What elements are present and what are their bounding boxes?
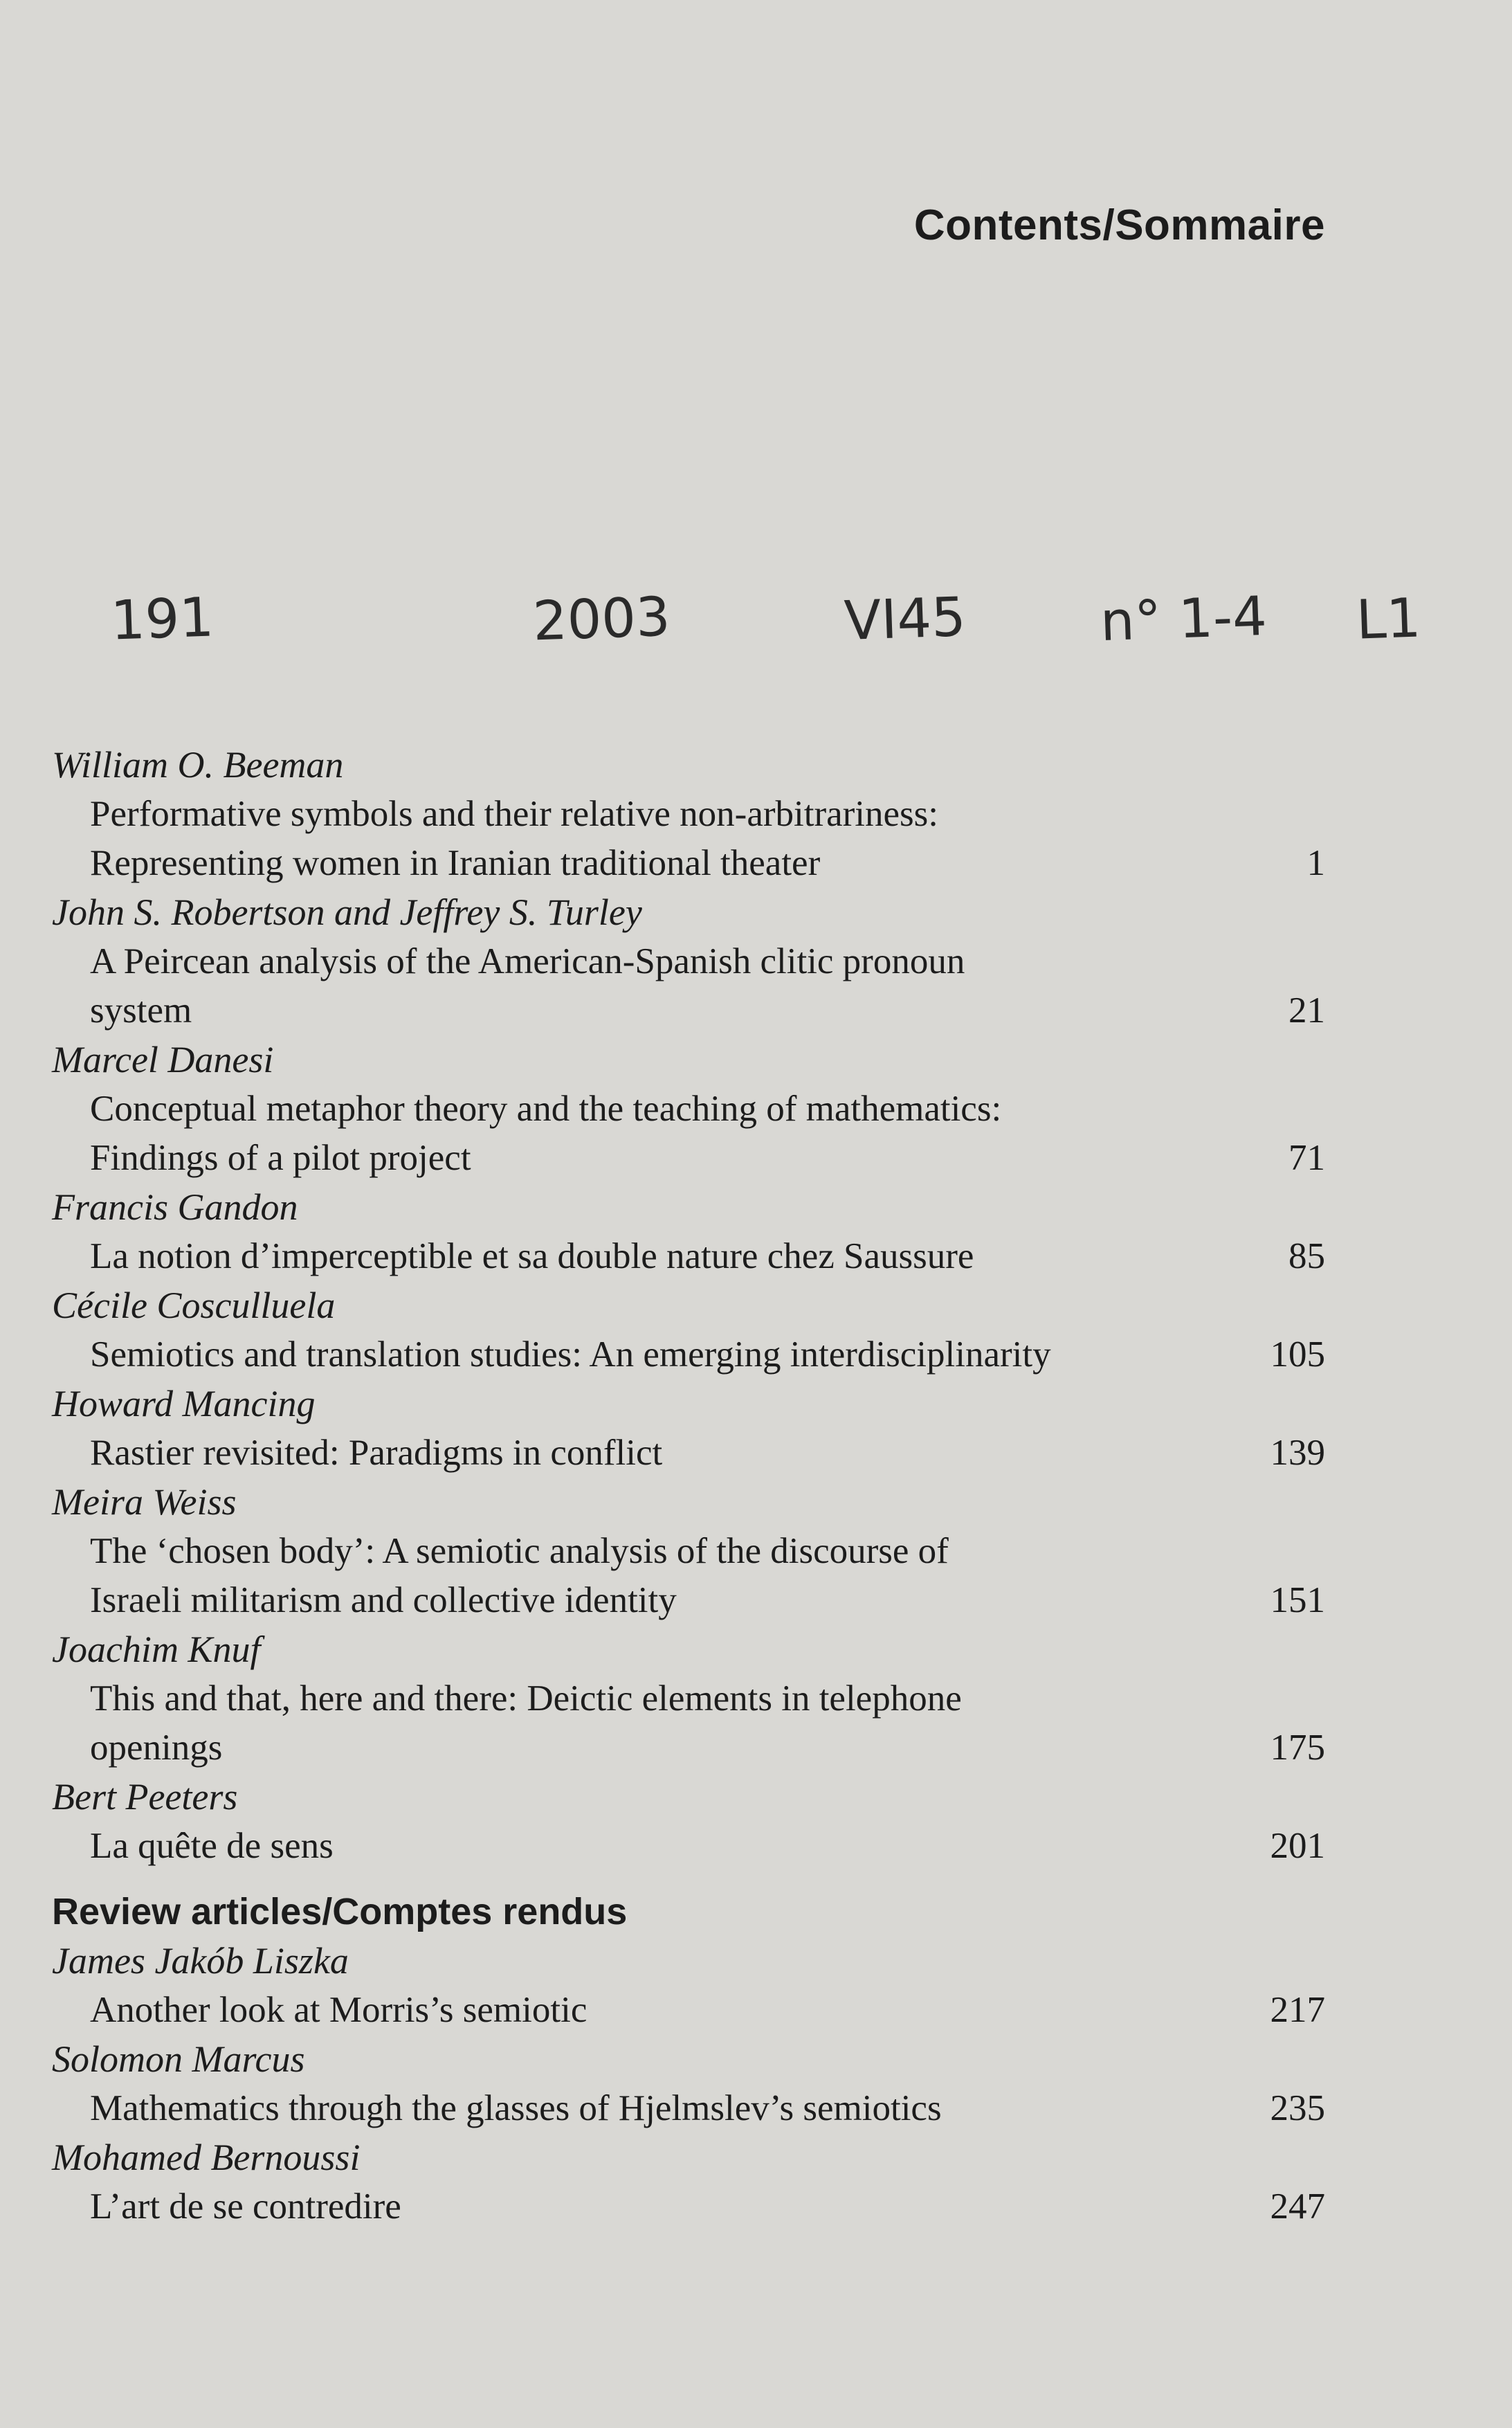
entry-title: Another look at Morris’s semiotic	[90, 1990, 588, 2030]
entry-page-number: 151	[1270, 1580, 1325, 1620]
entry-author: Mohamed Bernoussi	[52, 2137, 361, 2178]
entry-title-line	[52, 1527, 1325, 1576]
entry-title-line	[52, 839, 1325, 888]
entry-title-line	[52, 1134, 1325, 1183]
entry-author: James Jakób Liszka	[52, 1940, 349, 1982]
entry-title-line	[52, 1822, 1325, 1871]
entry-title: This and that, here and there: Deictic elements in telephone	[90, 1678, 962, 1719]
entry-page-number: 21	[1288, 990, 1325, 1031]
entry-page-number: 235	[1270, 2088, 1325, 2128]
toc-entry	[52, 1281, 1325, 1379]
entry-title: Conceptual metaphor theory and the teaching of mathematics:	[90, 1089, 1002, 1129]
entry-page-number: 139	[1270, 1433, 1325, 1473]
entry-title: L’art de se contredire	[90, 2186, 401, 2227]
entry-author: Bert Peeters	[52, 1776, 238, 1818]
entry-title: Findings of a pilot project	[90, 1138, 471, 1178]
entry-author: Solomon Marcus	[52, 2038, 305, 2080]
page-title: Contents/Sommaire	[913, 201, 1325, 249]
entry-author: William O. Beeman	[52, 744, 344, 786]
entry-author: Meira Weiss	[52, 1481, 237, 1523]
entry-title: Israeli militarism and collective identity	[90, 1580, 677, 1620]
entry-title-line	[52, 1330, 1325, 1379]
entry-page-number: 1	[1306, 843, 1325, 883]
table-of-contents	[52, 741, 1325, 2231]
entry-title: Semiotics and translation studies: An emerging interdisciplinarity	[90, 1334, 1051, 1375]
entry-title: Representing women in Iranian traditional theater	[90, 843, 821, 883]
entry-title-line	[52, 1429, 1325, 1478]
handwritten-note: VI45	[843, 586, 967, 653]
entry-title-line	[52, 937, 1325, 986]
entry-author: Francis Gandon	[52, 1186, 298, 1228]
entry-title: La quête de sens	[90, 1826, 334, 1866]
entry-page-number: 175	[1270, 1728, 1325, 1768]
entry-title: Rastier revisited: Paradigms in conflict	[90, 1433, 663, 1473]
toc-entry	[52, 1183, 1325, 1281]
toc-entry	[52, 888, 1325, 1035]
entry-author: Howard Mancing	[52, 1383, 316, 1424]
entry-author: Joachim Knuf	[52, 1629, 261, 1670]
toc-entry	[52, 1478, 1325, 1625]
entry-title-line	[52, 2182, 1325, 2231]
entry-title-line	[52, 1674, 1325, 1723]
handwritten-note: n° 1-4	[1099, 585, 1268, 654]
entry-title: A Peircean analysis of the American-Spanish clitic pronoun	[90, 941, 965, 981]
toc-entry	[52, 1773, 1325, 1871]
entry-title-line	[52, 1232, 1325, 1281]
entry-page-number: 105	[1270, 1334, 1325, 1375]
entry-page-number: 247	[1270, 2186, 1325, 2227]
toc-entry	[52, 741, 1325, 888]
entry-title: La notion d’imperceptible et sa double nature chez Saussure	[90, 1236, 974, 1276]
entry-title: Mathematics through the glasses of Hjelmslev’s semiotics	[90, 2088, 942, 2128]
entry-page-number: 71	[1288, 1138, 1325, 1178]
entry-title-line	[52, 1576, 1325, 1625]
handwritten-note: 191	[109, 586, 215, 653]
review-entry	[52, 1937, 1325, 2035]
review-entry	[52, 2035, 1325, 2133]
handwritten-note: 2003	[531, 586, 672, 653]
review-entry	[52, 2133, 1325, 2231]
entry-title: Performative symbols and their relative non-arbitrariness:	[90, 794, 938, 834]
entry-title-line	[52, 1085, 1325, 1134]
handwritten-annotation	[0, 585, 1512, 664]
entry-title-line	[52, 790, 1325, 839]
section-heading: Review articles/Comptes rendus	[52, 1891, 628, 1932]
entry-title-line	[52, 1723, 1325, 1773]
entry-page-number: 201	[1270, 1826, 1325, 1866]
handwritten-note: L1	[1355, 587, 1422, 652]
entry-author: Marcel Danesi	[52, 1039, 274, 1080]
entry-title: openings	[90, 1728, 223, 1768]
entry-title-line	[52, 986, 1325, 1035]
entry-author: Cécile Cosculluela	[52, 1285, 336, 1326]
toc-entry	[52, 1379, 1325, 1478]
toc-entry	[52, 1625, 1325, 1773]
entry-title-line	[52, 2084, 1325, 2133]
toc-entry	[52, 1035, 1325, 1183]
entry-title-line	[52, 1986, 1325, 2035]
entry-author: John S. Robertson and Jeffrey S. Turley	[52, 891, 642, 933]
entry-page-number: 85	[1288, 1236, 1325, 1276]
entry-page-number: 217	[1270, 1990, 1325, 2030]
entry-title: The ‘chosen body’: A semiotic analysis of the discourse of	[90, 1531, 949, 1571]
entry-title: system	[90, 990, 192, 1031]
